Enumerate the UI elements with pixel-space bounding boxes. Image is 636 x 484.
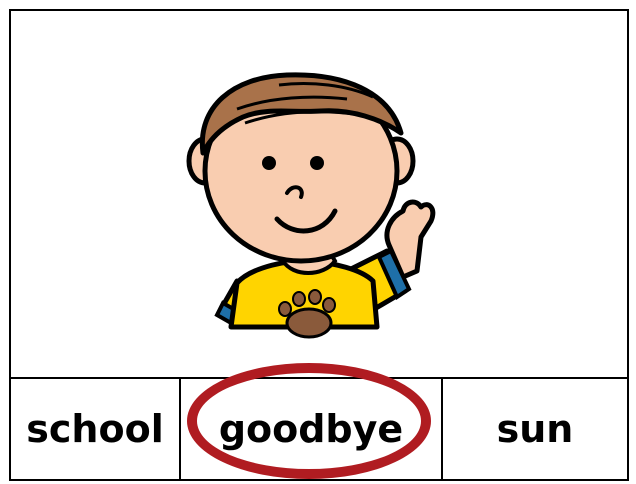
boy-waving-icon — [11, 11, 627, 379]
answer-choices — [11, 379, 627, 479]
choice-goodbye[interactable] — [181, 379, 443, 479]
choice-label: goodbye — [218, 407, 404, 451]
choice-sun[interactable] — [443, 379, 627, 479]
choice-label: school — [26, 407, 164, 451]
picture-area — [11, 11, 627, 379]
flashcard — [9, 9, 629, 481]
choice-label: sun — [496, 407, 574, 451]
choice-school[interactable] — [11, 379, 181, 479]
